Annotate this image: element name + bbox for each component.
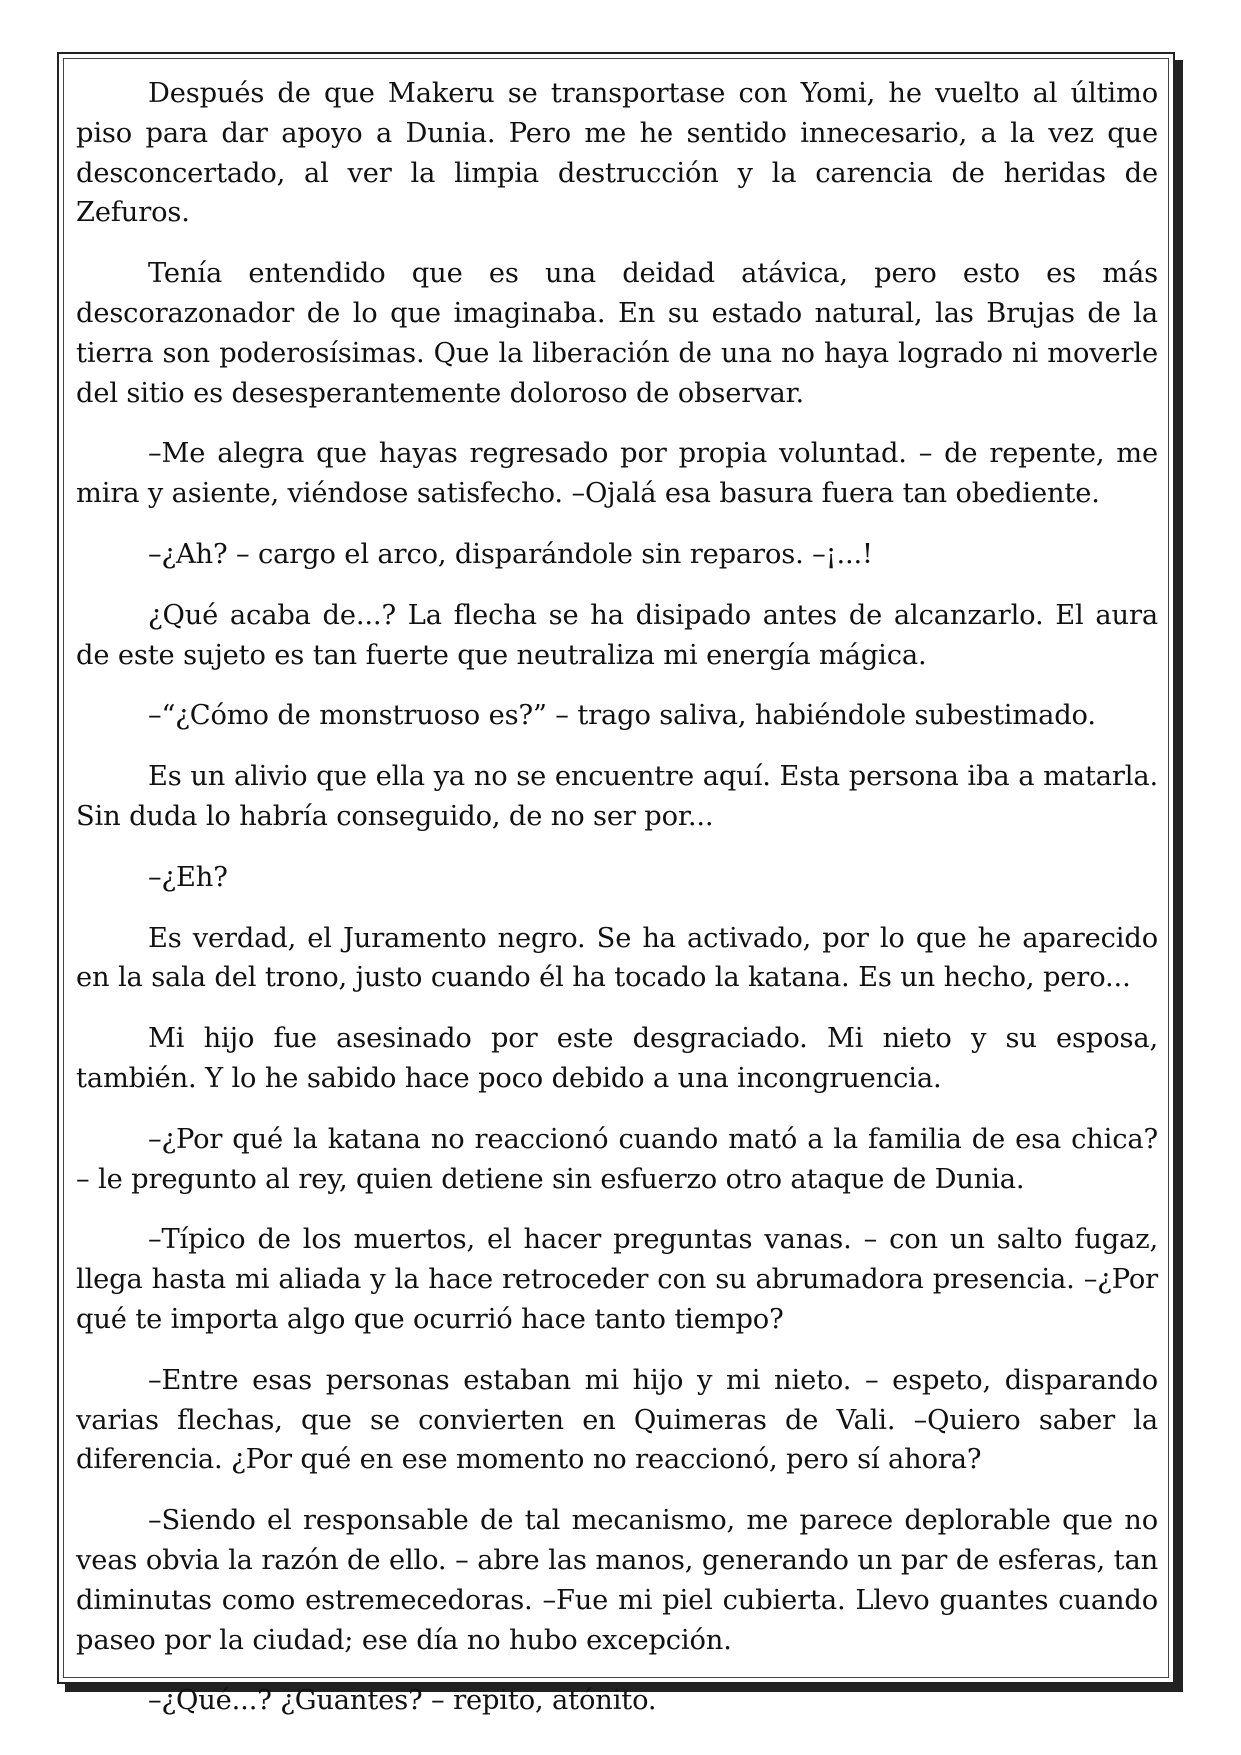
paragraph: –¿Por qué la katana no reaccionó cuando mató a la familia de esa chica? – le pregunto al rey, quien detiene sin esfuerzo otro ataque de Dunia. — [76, 1123, 1158, 1195]
document-body — [76, 74, 1158, 1742]
paragraph: –“¿Cómo de monstruoso es?” – trago saliva, habiéndole subestimado. — [148, 700, 1096, 732]
paragraph: –Me alegra que hayas regresado por propia voluntad. – de repente, me mira y asiente, viéndose satisfecho. –Ojalá esa basura fuera tan obediente. — [76, 438, 1158, 510]
paragraph: –¿Qué...? ¿Guantes? – repito, atónito. — [148, 1685, 657, 1717]
paragraph: ¿Qué acaba de...? La flecha se ha disipado antes de alcanzarlo. El aura de este sujeto es tan fuerte que neutraliza mi energía mágica. — [76, 599, 1158, 671]
paragraph: –¿Eh? — [148, 861, 228, 893]
paragraph: –Entre esas personas estaban mi hijo y mi nieto. – espeto, disparando varias flechas, que se convierten en Quimeras de Vali. –Quiero saber la diferencia. ¿Por qué en ese momento no reaccionó, pero sí ahora? — [76, 1364, 1158, 1476]
paragraph: Tenía entendido que es una deidad atávica, pero esto es más descorazonador de lo que imaginaba. En su estado natural, las Brujas de la tierra son poderosísimas. Que la liberación de una no haya logrado ni moverle del sitio es desesperantemente doloroso de observar. — [76, 258, 1158, 409]
paragraph: Es un alivio que ella ya no se encuentre aquí. Esta persona iba a matarla. Sin duda lo habría conseguido, de no ser por... — [76, 761, 1158, 832]
paragraph: –Típico de los muertos, el hacer preguntas vanas. – con un salto fugaz, llega hasta mi aliada y la hace retroceder con su abrumadora presencia. –¿Por qué te importa algo que ocurrió hace tanto tiempo? — [76, 1224, 1158, 1335]
paragraph: –¿Ah? – cargo el arco, disparándole sin reparos. –¡...! — [148, 538, 873, 570]
paragraph: Después de que Makeru se transportase con Yomi, he vuelto al último piso para dar apoyo a Dunia. Pero me he sentido innecesario, a la vez que desconcertado, al ver la limpia destrucción y la carencia de heridas de Zefuros. — [76, 78, 1158, 229]
paragraph: Es verdad, el Juramento negro. Se ha activado, por lo que he aparecido en la sala del trono, justo cuando él ha tocado la katana. Es un hecho, pero... — [76, 922, 1158, 994]
page-border-frame — [57, 52, 1175, 1717]
paragraph: Mi hijo fue asesinado por este desgraciado. Mi nieto y su esposa, también. Y lo he sabido hace poco debido a una incongruencia. — [76, 1023, 1158, 1094]
paragraph: –Siendo el responsable de tal mecanismo, me parece deplorable que no veas obvia la razón de ello. – abre las manos, generando un par de esferas, tan diminutas como estremecedoras. –Fue mi piel cubierta. Llevo guantes cuando paseo por la ciudad; ese día no hubo excepción. — [76, 1505, 1158, 1656]
